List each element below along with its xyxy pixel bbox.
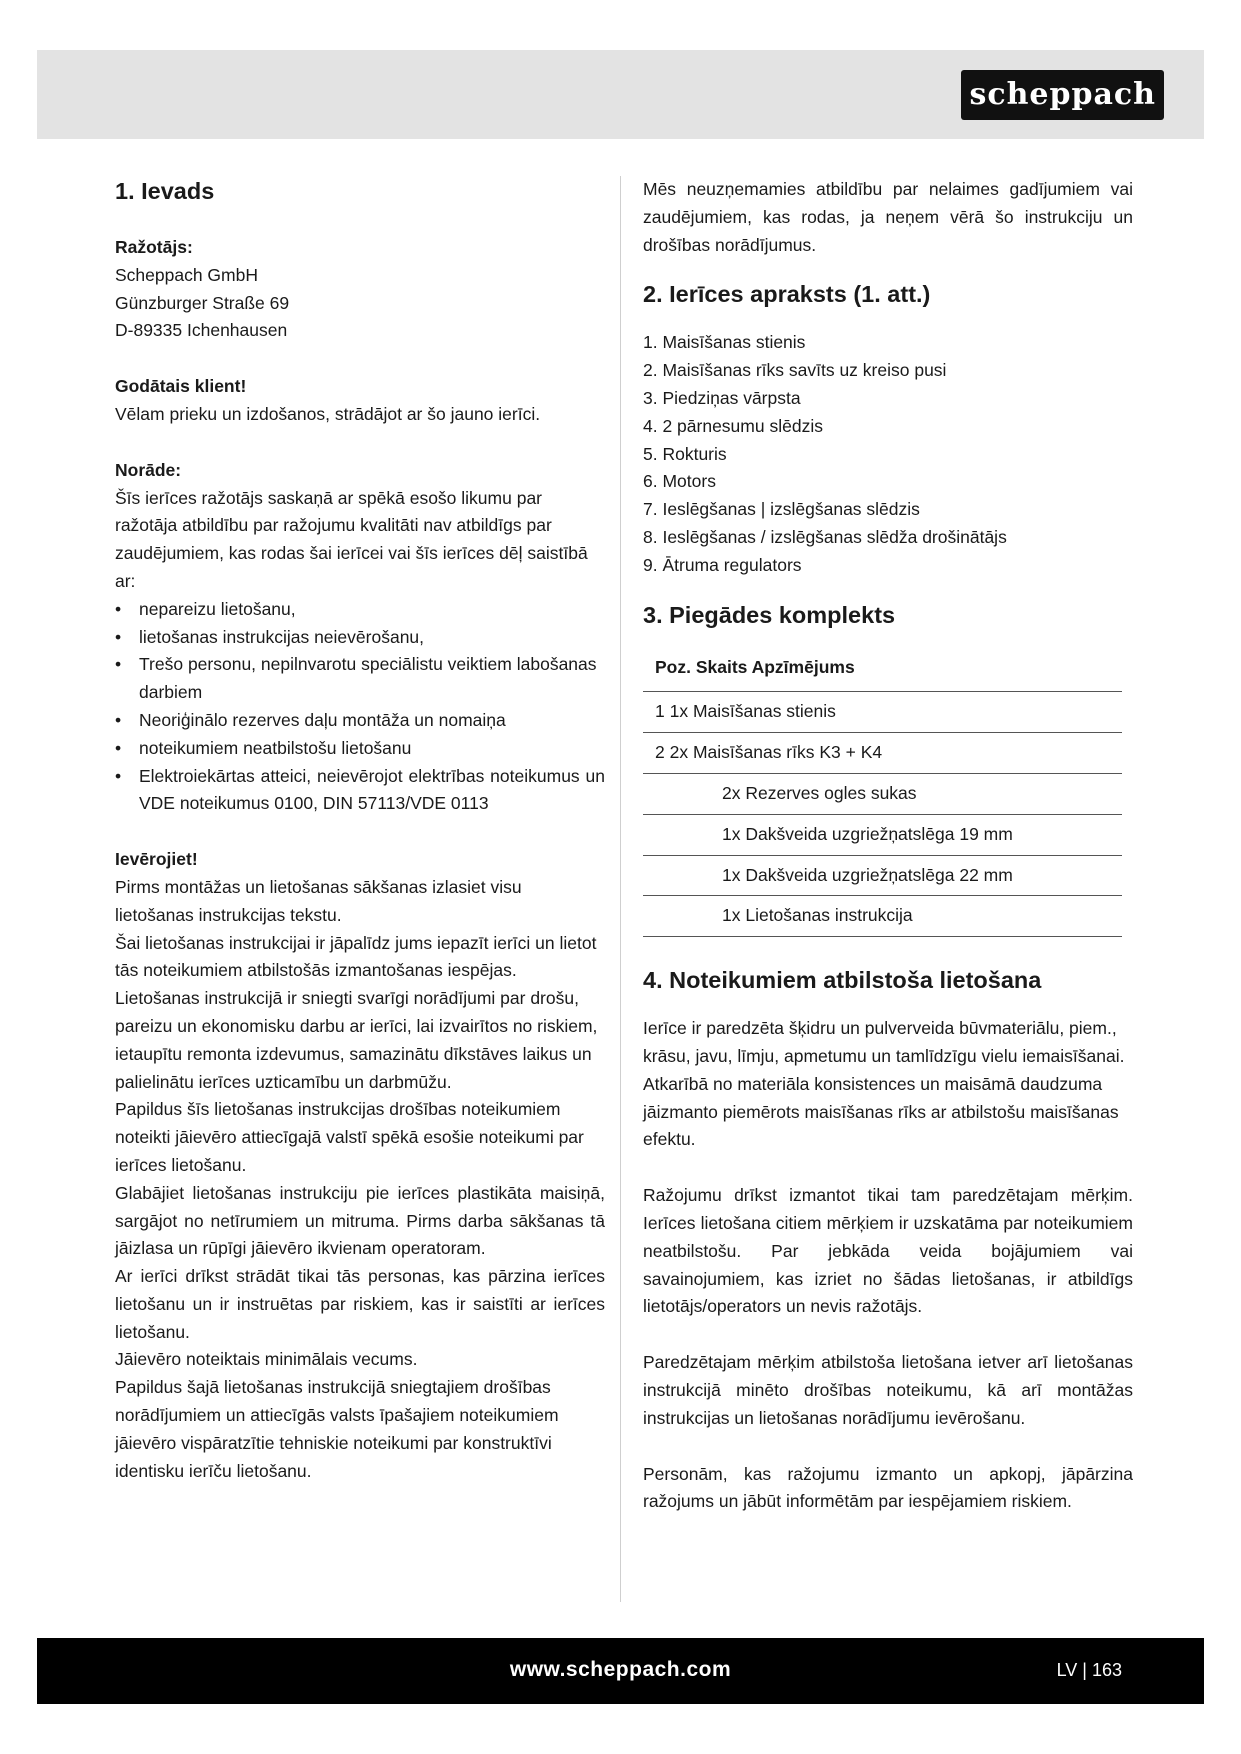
liability-exclusion-list (115, 596, 605, 818)
attention-paragraph: Papildus šīs lietošanas instrukcijas drošības noteikumiem noteikti jāievēro attiecīgajā valstī spēkā esošie noteikumi par ierīces lietošanu. (115, 1099, 584, 1175)
parts-list (643, 329, 1133, 579)
list-item: 8. Ieslēgšanas / izslēgšanas slēdža drošinātājs (643, 526, 1007, 547)
intended-use-paragraph: Ražojumu drīkst izmantot tikai tam paredzētajam mērķim. Ierīces lietošana citiem mērķiem ir uzskatāma par noteikumiem neatbilstošu. Par jebkāda veida bojājumiem vai savainojumiem, kas izriet no šādas lietošanas, ir atbildīgs lietotājs/operators un nevis ražotājs. (643, 1185, 1133, 1317)
table-row: 1 1x Maisīšanas stienis (643, 692, 1122, 733)
greeting-text: Vēlam prieku un izdošanos, strādājot ar šo jauno ierīci. (115, 403, 541, 424)
scope-of-delivery-table (643, 650, 1122, 938)
table-header: Poz. Skaits Apzīmējums (643, 650, 1122, 692)
manufacturer-line: Scheppach GmbH (115, 264, 258, 285)
list-item: • Trešo personu, nepilnvarotu speciālistu veiktiem labošanas darbiem (115, 651, 605, 707)
list-item: • Neoriģinālo rezerves daļu montāža un nomaiņa (115, 707, 605, 735)
left-column (115, 176, 605, 1485)
table-row: 2 2x Maisīšanas rīks K3 + K4 (643, 733, 1122, 774)
attention-label: Ievērojiet! (115, 849, 198, 870)
list-item: 3. Piedziņas vārpsta (643, 387, 801, 408)
list-item: • Elektroiekārtas atteici, neievērojot elektrības noteikumus un VDE noteikumus 0100, DIN 57113/VDE 0113 (115, 763, 605, 819)
website-url: www.scheppach.com (509, 1658, 732, 1681)
attention-paragraph: Ar ierīci drīkst strādāt tikai tās personas, kas pārzina ierīces lietošanu un ir instruētas par riskiem, kas ir saistīti ar ierīces lietošanu. (115, 1266, 605, 1342)
list-item: • nepareizu lietošanu, (115, 596, 605, 624)
page-footer (37, 1638, 1204, 1704)
table-row: 2x Rezerves ogles sukas (643, 773, 1122, 814)
right-column (643, 176, 1133, 1516)
note-text: Šīs ierīces ražotājs saskaņā ar spēkā esošo likumu par ražotāja atbildību par ražojumu kvalitāti nav atbildīgs par zaudējumiem, kas rodas šai ierīcei vai šīs ierīces dēļ saistībā ar: (115, 487, 588, 591)
intended-use-paragraph: Ierīce ir paredzēta šķidru un pulverveida būvmateriālu, piem., krāsu, javu, līmju, apmetumu un tamlīdzīgu vielu iemaisīšanai. Atkarībā no materiāla konsistences un maisāmā daudzuma jāizmanto piemērots maisīšanas rīks ar atbilstošu maisīšanas efektu. (643, 1018, 1125, 1150)
table-row: 1x Dakšveida uzgriežņatslēga 19 mm (643, 814, 1122, 855)
list-item: • lietošanas instrukcijas neievērošanu, (115, 624, 605, 652)
attention-paragraph: Glabājiet lietošanas instrukciju pie ierīces plastikāta maisiņā, sargājot no netīrumiem un mitruma. Pirms darba sākšanas tā jāizlasa un rūpīgi jāievēro ikvienam operatoram. (115, 1182, 605, 1259)
table-row: 1x Lietošanas instrukcija (643, 896, 1122, 937)
manufacturer-label: Ražotājs: (115, 237, 193, 257)
section-heading-intended-use: 4. Noteikumiem atbilstoša lietošana (643, 967, 1042, 994)
section-heading-device-description: 2. Ierīces apraksts (1. att.) (643, 281, 931, 308)
attention-paragraph: Papildus šajā lietošanas instrukcijā sniegtajiem drošības norādījumiem un attiecīgās valsts īpašajiem noteikumiem jāievēro vispāratzītie tehniskie noteikumi par konstruktīvi identisku ierīču lietošanu. (115, 1377, 559, 1481)
page-number: LV | 163 (1056, 1660, 1122, 1680)
attention-paragraph: Lietošanas instrukcijā ir sniegti svarīgi norādījumi par drošu, pareizu un ekonomisku darbu ar ierīci, lai izvairītos no riskiem, ietaupītu remonta izdevumus, samazinātu dīkstāves laikus un palielinātu ierīces uzticamību un darbmūžu. (115, 988, 598, 1092)
intended-use-paragraph: Personām, kas ražojumu izmanto un apkopj, jāpārzina ražojums un jābūt informētām par iespējamiem riskiem. (643, 1463, 1133, 1512)
attention-paragraph: Jāievēro noteiktais minimālais vecums. (115, 1349, 418, 1370)
section-heading-introduction: 1. Ievads (115, 178, 215, 204)
note-label: Norāde: (115, 459, 182, 480)
list-item: 6. Motors (643, 471, 716, 492)
manufacturer-line: D-89335 Ichenhausen (115, 320, 288, 341)
greeting-label: Godātais klient! (115, 376, 247, 397)
liability-intro: Mēs neuzņemamies atbildību par nelaimes gadījumiem vai zaudējumiem, kas rodas, ja neņem vērā šo instrukciju un drošības norādījumus. (643, 179, 1133, 255)
list-item: 5. Rokturis (643, 443, 727, 464)
scheppach-logo: scheppach (961, 70, 1164, 120)
list-item: 7. Ieslēgšanas | izslēgšanas slēdzis (643, 499, 920, 520)
column-divider (620, 176, 621, 1602)
section-heading-scope-of-delivery: 3. Piegādes komplekts (643, 601, 896, 628)
attention-paragraph: Pirms montāžas un lietošanas sākšanas izlasiet visu lietošanas instrukcijas tekstu. (115, 876, 522, 925)
list-item: 2. Maisīšanas rīks savīts uz kreiso pusi (643, 360, 947, 381)
page-header (37, 50, 1204, 139)
manufacturer-line: Günzburger Straße 69 (115, 292, 290, 313)
list-item: 4. 2 pārnesumu slēdzis (643, 415, 823, 436)
table-row: 1x Dakšveida uzgriežņatslēga 22 mm (643, 855, 1122, 896)
list-item: 1. Maisīšanas stienis (643, 332, 806, 353)
list-item: 9. Ātruma regulators (643, 554, 802, 575)
intended-use-paragraph: Paredzētajam mērķim atbilstoša lietošana ietver arī lietošanas instrukcijā minēto drošības noteikumu, kā arī montāžas instrukcijas un lietošanas norādījumu ievērošanu. (643, 1352, 1133, 1428)
attention-paragraph: Šai lietošanas instrukcijai ir jāpalīdz jums iepazīt ierīci un lietot tās noteikumiem atbilstošās izmantošanas iespējas. (115, 932, 597, 981)
list-item: • noteikumiem neatbilstošu lietošanu (115, 735, 605, 763)
